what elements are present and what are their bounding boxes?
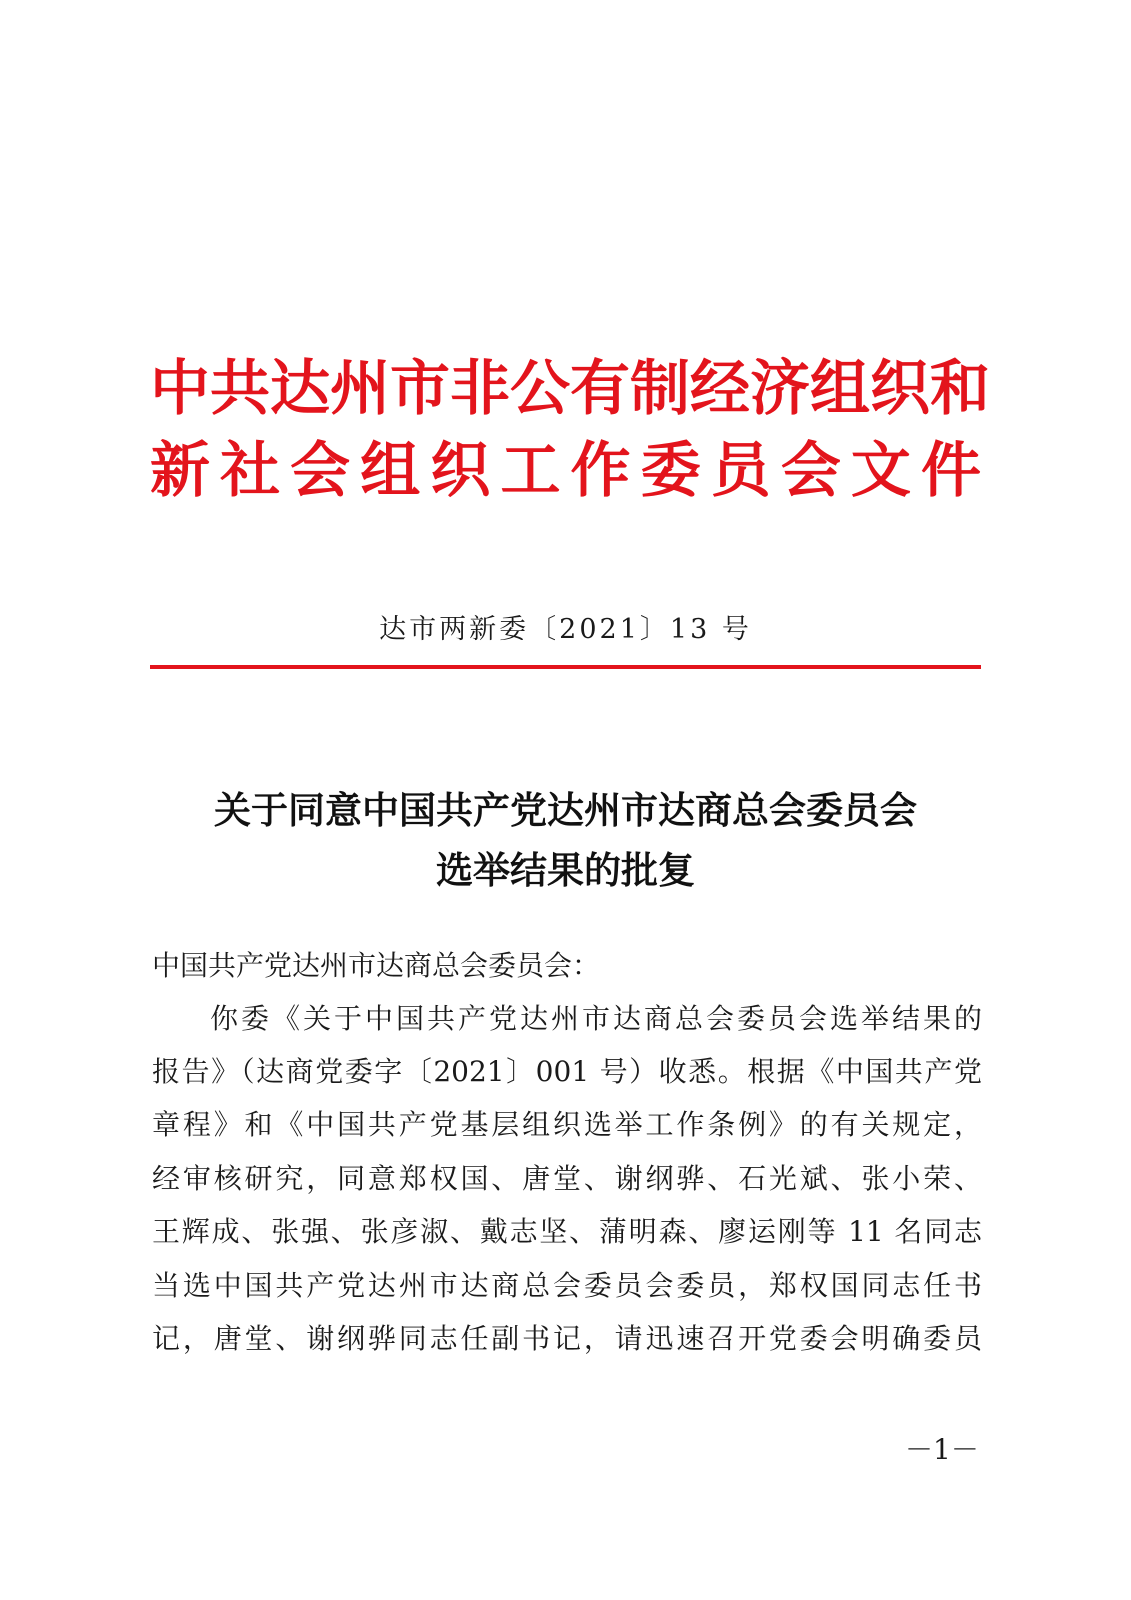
body-paragraph-line: 当选中国共产党达州市达商总会委员会委员，郑权国同志任书 [152,1269,982,1302]
body-paragraph-line: 经审核研究，同意郑权国、唐堂、谢纲骅、石光斌、张小荣、 [152,1162,982,1195]
body-paragraph-line: 你委《关于中国共产党达州市达商总会委员会选举结果的 [210,1002,982,1035]
document-number: 达市两新委〔2021〕13 号 [379,614,752,645]
body-paragraph-line: 报告》（达商党委字〔2021〕001 号）收悉。根据《中国共产党 [152,1055,982,1088]
body-paragraph-line: 章程》和《中国共产党基层组织选举工作条例》的有关规定， [152,1108,982,1141]
page-number: －1－ [905,1433,979,1466]
body-paragraph-line: 记，唐堂、谢纲骅同志任副书记，请迅速召开党委会明确委员 [152,1322,982,1355]
body-paragraph-line: 王辉成、张强、张彦淑、戴志坚、蒲明森、廖运刚等 11 名同志 [152,1215,982,1248]
document-title-line-2: 选举结果的批复 [436,848,695,892]
issuer-header-line-1: 中共达州市非公有制经济组织和 [150,354,990,424]
red-separator-line [150,665,981,669]
salutation: 中国共产党达州市达商总会委员会： [152,949,601,982]
issuer-header-line-2: 新社会组织工作委员会文件 [150,436,981,506]
document-title-line-1: 关于同意中国共产党达州市达商总会委员会 [214,788,917,832]
